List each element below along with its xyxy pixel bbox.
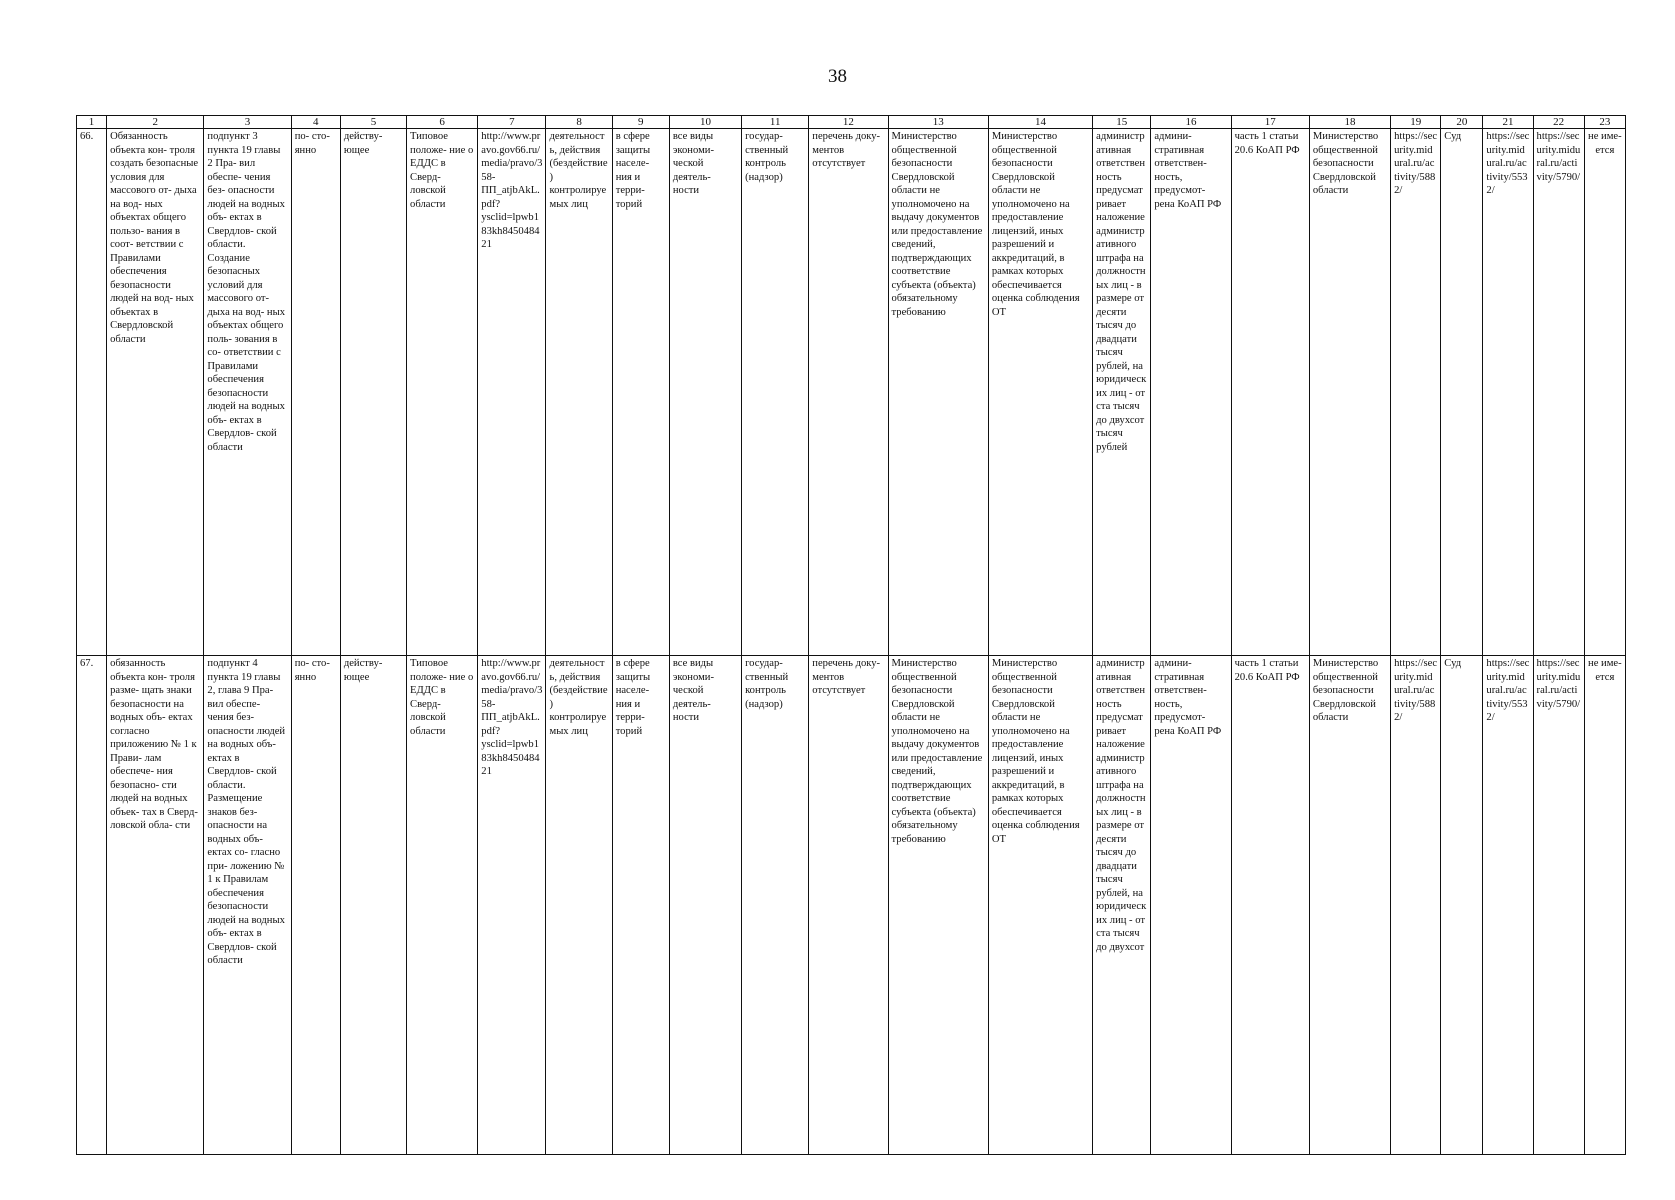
requirement-cell: обязанность объекта кон- троля разме- щать знаки безопасности на водных объ- ектах согласно приложению № 1 к Прави- лам обеспече- ния безопасно- сти людей на водных объек- тах в Сверд- ловской обла- сти (107, 656, 204, 1155)
column-number: 2 (107, 116, 204, 129)
table-cell: Министерство общественной безопасности Свердловской области не уполномочено на выдачу документов или предоставление сведений, подтверждающих соответствие субъекта (объекта) обязательному требованию (888, 129, 988, 656)
column-number: 6 (407, 116, 478, 129)
table-row (77, 129, 1626, 656)
column-number: 19 (1391, 116, 1441, 129)
column-number: 7 (478, 116, 546, 129)
url-cell: https://security.midural.ru/activity/5532/ (1483, 656, 1533, 1155)
table-cell: по- сто- янно (291, 656, 340, 1155)
url-cell: https://security.midural.ru/activity/5882/ (1391, 656, 1441, 1155)
table-cell: действу- ющее (340, 656, 406, 1155)
table-cell: Министерство общественной безопасности Свердловской области не уполномочено на предоставление лицензий, иных разрешений и аккредитаций, в рамках которых обеспечивается оценка соблюдения ОТ (988, 656, 1092, 1155)
table-cell: Министерство общественной безопасности Свердловской области не уполномочено на выдачу документов или предоставление сведений, подтверждающих соответствие субъекта (объекта) обязательному требованию (888, 656, 988, 1155)
url-cell: https://security.midural.ru/activity/5790/ (1533, 129, 1584, 656)
column-number: 21 (1483, 116, 1533, 129)
table-cell: не име- ется (1584, 656, 1625, 1155)
column-number: 4 (291, 116, 340, 129)
table-cell: в сфере защиты населе- ния и терри- торий (612, 129, 669, 656)
column-number: 10 (669, 116, 741, 129)
table-cell: Типовое положе- ние о ЕДДС в Сверд- ловской области (407, 129, 478, 656)
column-number: 22 (1533, 116, 1584, 129)
table-cell: все виды экономи- ческой деятель- ности (669, 656, 741, 1155)
table-cell: все виды экономи- ческой деятель- ности (669, 129, 741, 656)
table-cell: Суд (1441, 129, 1483, 656)
table-cell: действу- ющее (340, 129, 406, 656)
legal-reference-cell: подпункт 3 пункта 19 главы 2 Пра- вил обеспе- чения без- опасности людей на водных объ- ектах в Свердлов- ской области. Создание безопасных условий для массового от- дыха на вод- ных объектах общего поль- зования в со- ответствии с Правилами обеспечения безопасности людей на водных объ- ектах в Свердлов- ской области (204, 129, 291, 656)
table-cell: часть 1 статьи 20.6 КоАП РФ (1231, 129, 1309, 656)
column-number: 13 (888, 116, 988, 129)
table-cell: деятельность, действия (бездействие) контролируемых лиц (546, 656, 612, 1155)
liability-cell: административная ответственность предусматривает наложение административного штрафа на должностных лиц - в размере от десяти тысяч до двадцати тысяч рублей, на юридических лиц - от ста тысяч до двухсот (1093, 656, 1151, 1155)
table-cell: перечень доку- ментов отсутствует (809, 656, 888, 1155)
column-number: 8 (546, 116, 612, 129)
table-cell: Типовое положе- ние о ЕДДС в Сверд- ловской области (407, 656, 478, 1155)
table-cell: Министерство общественной безопасности Свердловской области не уполномочено на предоставление лицензий, иных разрешений и аккредитаций, в рамках которых обеспечивается оценка соблюдения ОТ (988, 129, 1092, 656)
column-numbers-row (77, 116, 1626, 129)
table-cell: админи- стративная ответствен- ность, предусмот- рена КоАП РФ (1151, 656, 1231, 1155)
column-number: 5 (340, 116, 406, 129)
table-cell: в сфере защиты населе- ния и терри- торий (612, 656, 669, 1155)
table-cell: Министерство общественной безопасности Свердловской области (1309, 129, 1390, 656)
table-cell: Суд (1441, 656, 1483, 1155)
column-number: 15 (1093, 116, 1151, 129)
url-cell: https://security.midural.ru/activity/5790/ (1533, 656, 1584, 1155)
table-cell: государ- ственный контроль (надзор) (742, 656, 809, 1155)
liability-cell: административная ответственность предусматривает наложение административного штрафа на должностных лиц - в размере от десяти тысяч до двадцати тысяч рублей, на юридических лиц - от ста тысяч до двухсот тысяч рублей (1093, 129, 1151, 656)
url-cell: https://security.midural.ru/activity/5882/ (1391, 129, 1441, 656)
row-number-cell: 66. (77, 129, 107, 656)
table-cell: не име- ется (1584, 129, 1625, 656)
document-link-cell: http://www.pravo.gov66.ru/media/pravo/358-ПП_atjbAkL.pdf?ysclid=lpwb183kh845048421 (478, 129, 546, 656)
requirement-cell: Обязанность объекта кон- троля создать безопасные условия для массового от- дыха на вод- ных объектах общего пользо- вания в соот- ветствии с Правилами обеспечения безопасности людей на вод- ных объектах в Свердловской области (107, 129, 204, 656)
page-number: 38 (828, 66, 847, 87)
column-number: 20 (1441, 116, 1483, 129)
table-cell: часть 1 статьи 20.6 КоАП РФ (1231, 656, 1309, 1155)
legal-reference-cell: подпункт 4 пункта 19 главы 2, глава 9 Пра- вил обеспе- чения без- опасности людей на водных объ- ектах в Свердлов- ской области. Размещение знаков без- опасности на водных объ- ектах со- гласно при- ложению № 1 к Правилам обеспечения безопасности людей на водных объ- ектах в Свердлов- ской области (204, 656, 291, 1155)
table-cell: по- сто- янно (291, 129, 340, 656)
document-link-cell: http://www.pravo.gov66.ru/media/pravo/358-ПП_atjbAkL.pdf?ysclid=lpwb183kh845048421 (478, 656, 546, 1155)
registry-table (76, 115, 1626, 1155)
column-number: 23 (1584, 116, 1625, 129)
column-number: 18 (1309, 116, 1390, 129)
column-number: 17 (1231, 116, 1309, 129)
table-cell: админи- стративная ответствен- ность, предусмот- рена КоАП РФ (1151, 129, 1231, 656)
column-number: 14 (988, 116, 1092, 129)
table-cell: перечень доку- ментов отсутствует (809, 129, 888, 656)
table-cell: деятельность, действия (бездействие) контролируемых лиц (546, 129, 612, 656)
url-cell: https://security.midural.ru/activity/5532/ (1483, 129, 1533, 656)
table-cell: государ- ственный контроль (надзор) (742, 129, 809, 656)
column-number: 11 (742, 116, 809, 129)
row-number-cell: 67. (77, 656, 107, 1155)
column-number: 16 (1151, 116, 1231, 129)
column-number: 12 (809, 116, 888, 129)
table-row (77, 656, 1626, 1155)
column-number: 1 (77, 116, 107, 129)
column-number: 9 (612, 116, 669, 129)
table-cell: Министерство общественной безопасности Свердловской области (1309, 656, 1390, 1155)
column-number: 3 (204, 116, 291, 129)
